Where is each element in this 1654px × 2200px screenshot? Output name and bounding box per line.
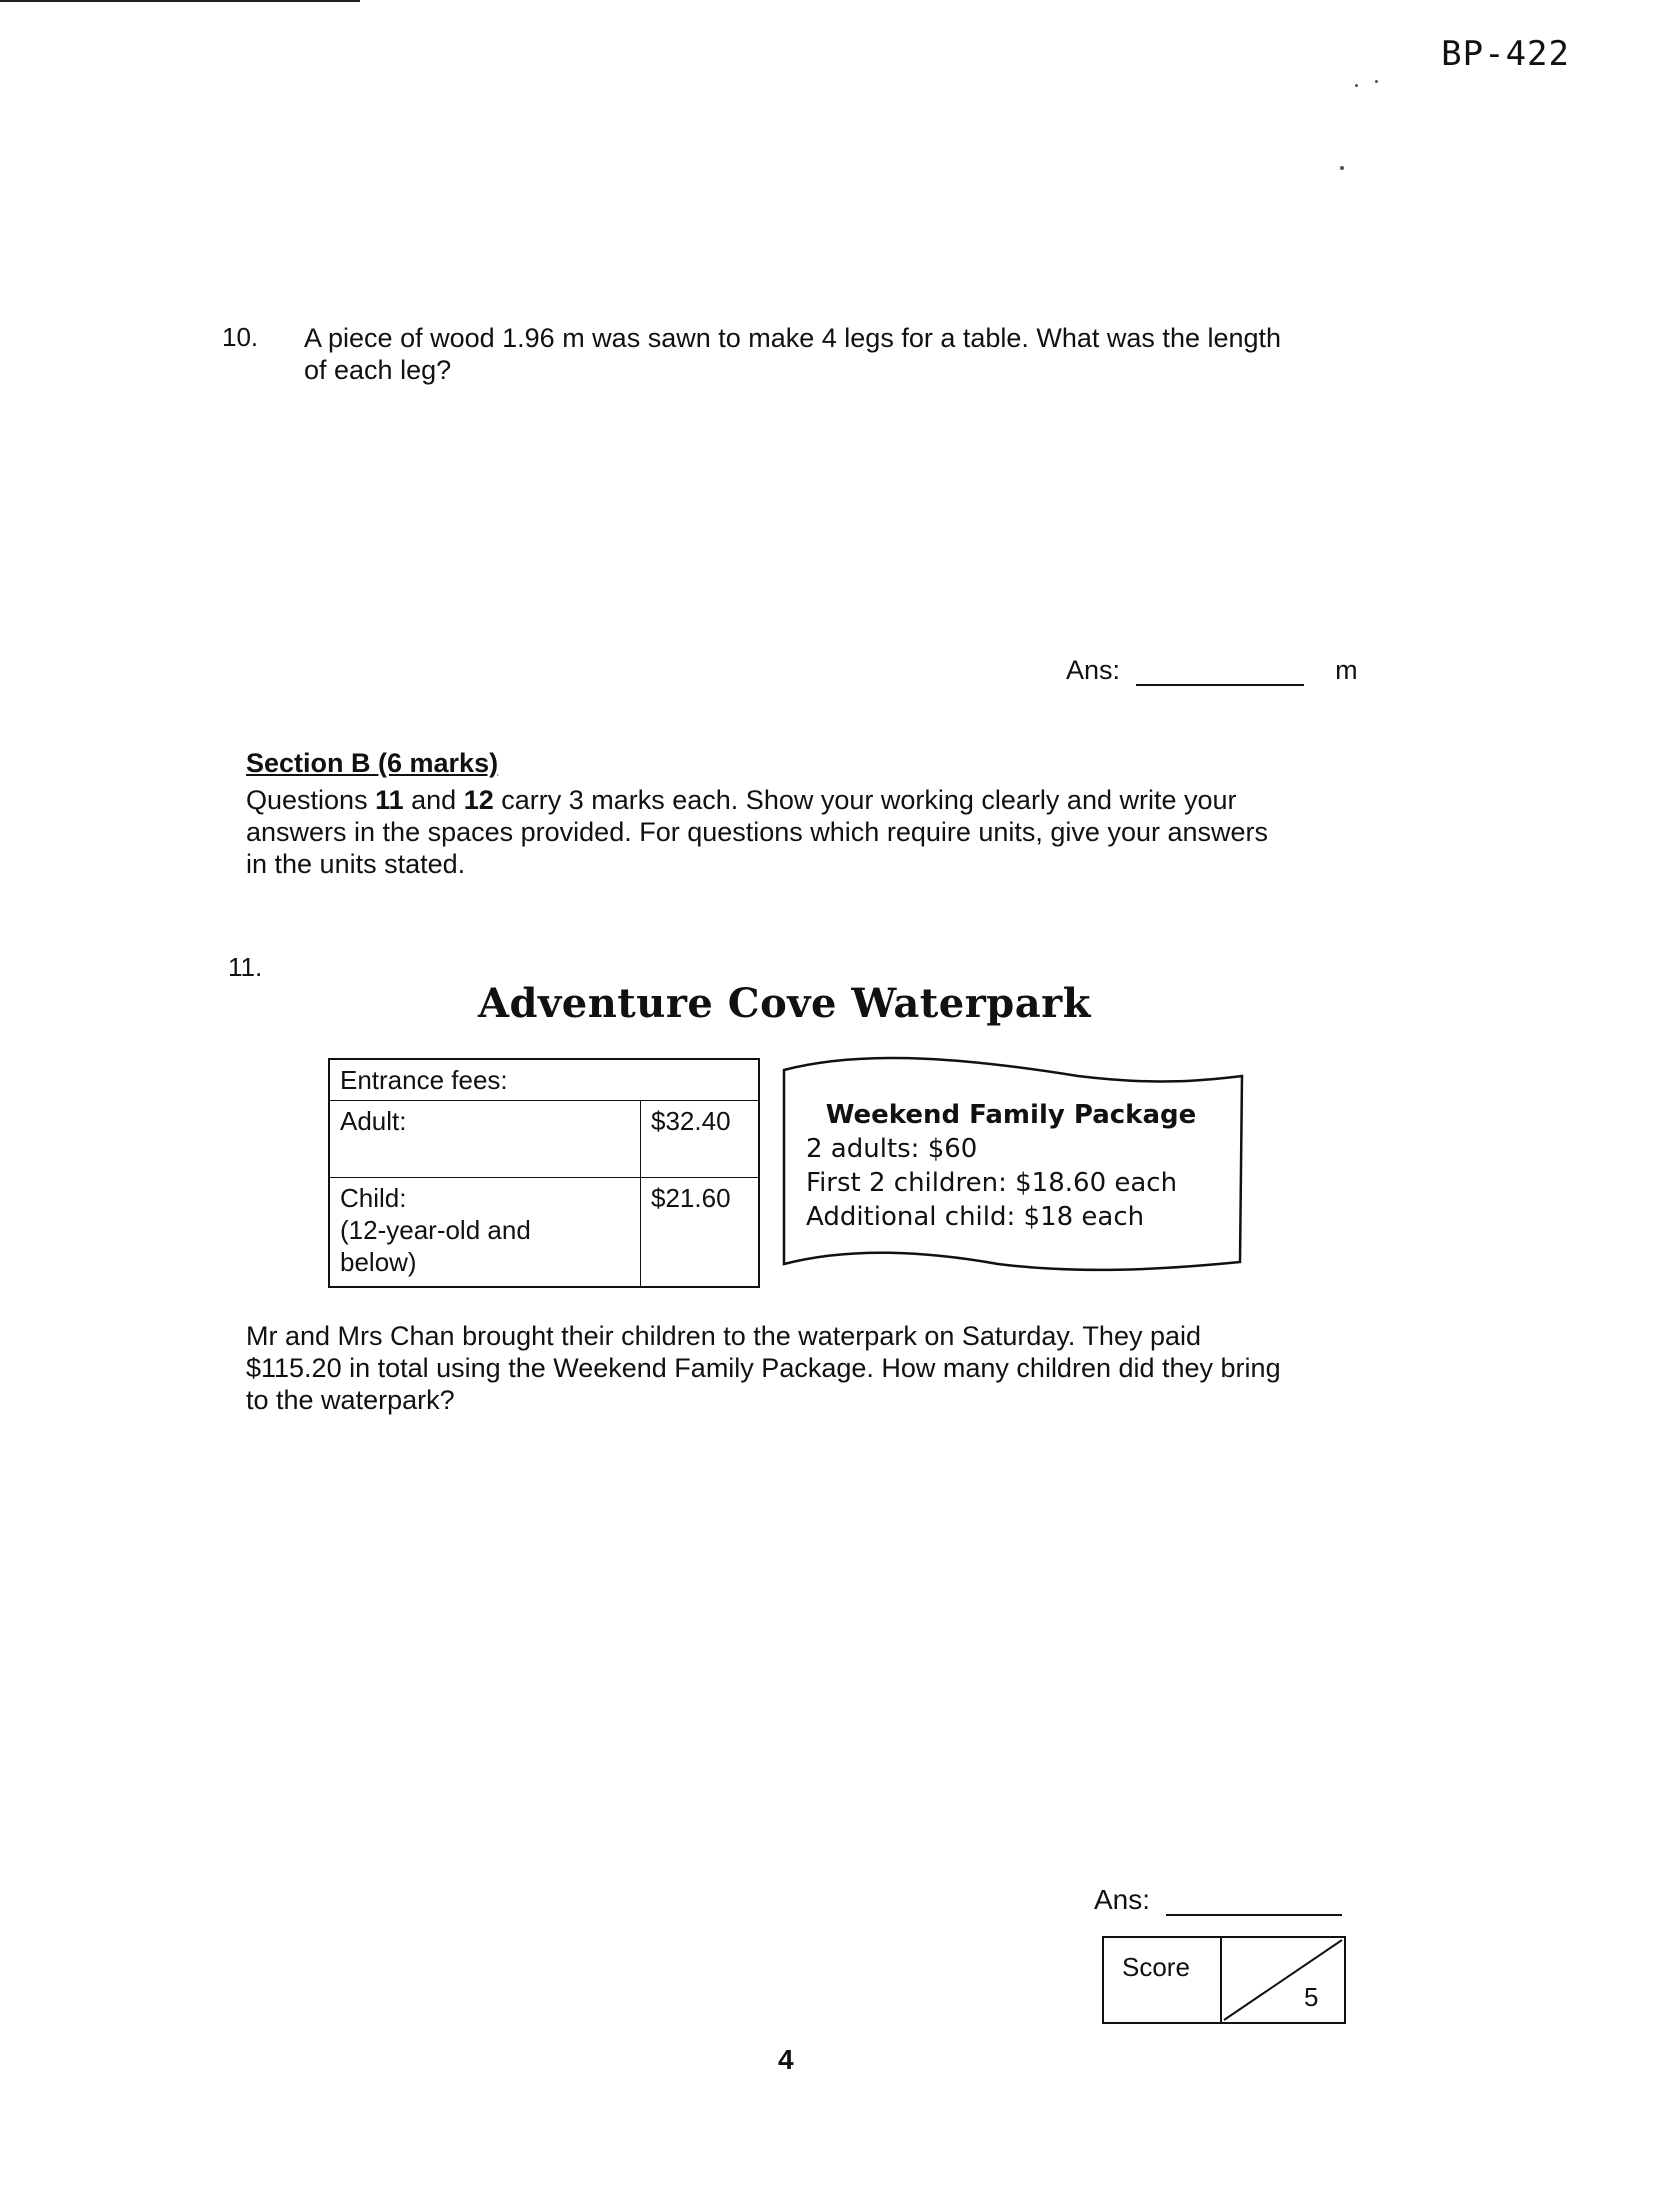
waterpark-title: Adventure Cove Waterpark [478,980,1091,1027]
section-b-line-2: answers in the spaces provided. For questions which require units, give your answers [246,817,1269,847]
package-line-1: 2 adults: $60 [806,1134,978,1164]
answer-label: Ans: [1094,1884,1151,1915]
question-10-line-1: A piece of wood 1.96 m was sawn to make 4 legs for a table. What was the length [304,323,1282,353]
answer-line-q11[interactable] [1166,1886,1342,1916]
document-code: BP-422 [1441,34,1570,74]
top-rule [0,0,360,2]
package-line-3: Additional child: $18 each [806,1202,1145,1232]
scan-speck [1340,166,1344,170]
child-price-cell: $21.60 [641,1178,760,1288]
scan-speck [1375,80,1378,83]
table-row [329,1178,759,1288]
question-11-number: 11. [228,952,263,982]
scan-speck [1355,84,1358,87]
question-10-answer [1066,655,1358,686]
question-11-answer [1094,1884,1342,1916]
entrance-fees-table [328,1058,760,1288]
table-row [329,1101,759,1178]
question-11-line-3: to the waterpark? [246,1385,455,1415]
question-10-number: 10. [222,322,259,352]
answer-line-q10[interactable] [1136,656,1304,686]
package-line-2: First 2 children: $18.60 each [806,1168,1178,1198]
section-b-line-3: in the units stated. [246,849,466,879]
section-b-title: Section B (6 marks) [246,748,499,778]
score-label-cell [1104,1938,1222,2022]
page-number: 4 [778,2044,794,2075]
question-11-line-1: Mr and Mrs Chan brought their children to the waterpark on Saturday. They paid [246,1321,1202,1351]
question-10-text [304,322,1424,386]
section-b-instructions [246,784,1356,880]
table-row [329,1059,759,1101]
score-max: 5 [1304,1982,1319,2012]
score-box [1102,1936,1346,2024]
score-diagonal [1222,1938,1344,2022]
question-11-text [246,1320,1366,1416]
question-11-line-2: $115.20 in total using the Weekend Family Package. How many children did they bring [246,1353,1281,1383]
score-label: Score [1122,1952,1190,1982]
question-10-line-2: of each leg? [304,355,452,385]
child-label-cell: Child: (12-year-old and below) [329,1178,641,1288]
answer-unit: m [1335,655,1358,685]
answer-label: Ans: [1066,655,1121,685]
adult-label-cell: Adult: [329,1101,641,1178]
package-title: Weekend Family Package [825,1100,1197,1130]
package-details [806,1098,1216,1234]
adult-price-cell: $32.40 [641,1101,760,1178]
fees-header-cell: Entrance fees: [329,1059,759,1101]
section-b-line-1: Questions 11 and 12 carry 3 marks each. Show your working clearly and write your [246,785,1237,815]
